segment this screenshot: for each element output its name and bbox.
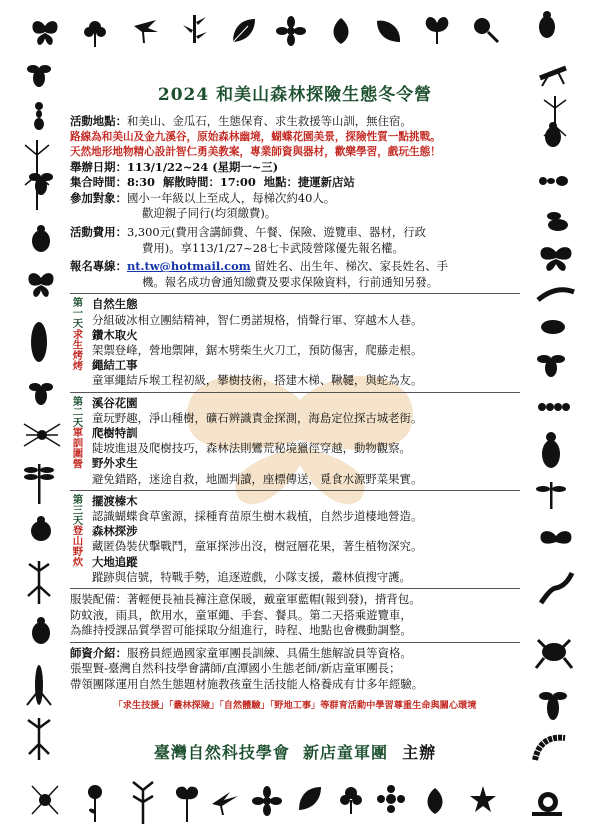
activity-desc: 避免錯路，迷途自救，地圖判讀，座標傳送，覓食水源野菜果實。 bbox=[92, 471, 423, 486]
leaf-icon bbox=[420, 786, 450, 816]
tagline: 「求生技援」「叢林探險」「自然體驗」「野地工事」等群育活動中學習尊重生命與關心環境 bbox=[113, 699, 477, 711]
activity-desc: 童玩野趣，淨山種樹，礦石辨識責金探測，海島定位探古城老街。 bbox=[92, 410, 423, 425]
fee-label: 活動費用： bbox=[70, 224, 127, 239]
day-2-label bbox=[70, 396, 92, 487]
meet-row bbox=[70, 175, 520, 191]
spider-icon bbox=[22, 420, 62, 450]
activity-desc: 架禦登峰，營地禦陣，鋸木劈柴生火刀工，預防傷害，爬藤走根。 bbox=[92, 342, 423, 357]
location-value: 和美山、金瓜石，生態保育、求生救援等山訓，無住宿。 bbox=[126, 114, 412, 128]
activity-desc: 認識蝴蝶食草蜜源，採種育苗原生樹木栽植，自然步道棲地營造。 bbox=[92, 508, 423, 523]
signup-row bbox=[70, 259, 520, 275]
fee-value-2: 費用)。享113/1/27~28七卡武陵營隊優先報名權。 bbox=[142, 240, 404, 255]
flower-icon bbox=[336, 784, 366, 814]
day-3-section bbox=[70, 494, 520, 585]
beetle-icon bbox=[532, 10, 562, 40]
day-1-label bbox=[70, 297, 92, 388]
activity-title: 繩結工事 bbox=[92, 358, 138, 373]
activity-desc: 蹤跡與信號，特戰手勢，追逐遊戲，小隊支援，叢林偵搜守護。 bbox=[92, 569, 411, 584]
beetle-icon bbox=[538, 120, 568, 150]
fee-value: 3,300元(費用含講師費、午餐、保險、遊覽車、器材，行政 bbox=[126, 224, 427, 239]
location-row bbox=[70, 114, 520, 130]
activity-desc: 陡坡進退及爬樹技巧，森林法則鸞荒秘境獵徑穿越，動物觀察。 bbox=[92, 441, 411, 456]
leaf-icon bbox=[294, 784, 324, 814]
divider bbox=[70, 392, 520, 393]
signup-email-link[interactable]: nt.tw@hotmail.com bbox=[126, 259, 251, 274]
activity-title: 大地追蹤 bbox=[92, 554, 138, 569]
flower-icon bbox=[470, 14, 500, 44]
frog-icon bbox=[534, 630, 574, 670]
gear-line-1: 服裝配備：著輕便長袖長褲注意保暖，戴童軍藍帽(報到發)，揹背包。 bbox=[70, 592, 421, 606]
divider bbox=[70, 642, 520, 643]
ant-icon bbox=[24, 100, 54, 130]
leaf-icon bbox=[172, 786, 202, 822]
date-value: 113/1/22~24 (星期一~三) bbox=[126, 159, 279, 174]
ladybug-icon bbox=[26, 514, 56, 544]
target-row bbox=[70, 191, 520, 207]
activity-title: 溪谷花園 bbox=[92, 395, 138, 410]
dragonfly-icon bbox=[536, 480, 566, 510]
route-line-2: 天然地形地物精心設計智仁勇美教案，專業師資與器材，歡樂學習，戲玩生態！ bbox=[70, 145, 441, 158]
caterpillar-icon bbox=[536, 392, 576, 422]
activity-title: 自然生態 bbox=[92, 297, 138, 312]
signup-text-2: 機。報名成功會通知繳費及要求保險資料，行前通知另發。 bbox=[142, 274, 439, 289]
signup-text: 留姓名、出生年、梯次、家長姓名、手 bbox=[250, 259, 448, 274]
butterfly-icon bbox=[30, 18, 60, 48]
activity-desc: 分組破冰相立團結精神，智仁勇諾規格，悄聲行軍、穿越木人巷。 bbox=[92, 312, 423, 327]
day-2-theme: 軍訓圍營 bbox=[70, 426, 83, 469]
day-3-number: 第三天 bbox=[70, 493, 83, 525]
dragonfly-icon bbox=[24, 460, 54, 505]
day-1-section bbox=[70, 297, 520, 388]
date-row bbox=[70, 160, 520, 176]
organizer-footer bbox=[70, 740, 520, 763]
page-title: 2024 和美山森林探險生態冬令營 bbox=[157, 85, 433, 105]
leaf-icon bbox=[374, 16, 404, 46]
day-1-number: 第一天 bbox=[70, 297, 83, 329]
flower-icon bbox=[80, 782, 110, 822]
activity-title: 爬樹特訓 bbox=[92, 425, 138, 440]
caterpillar-icon bbox=[530, 730, 570, 765]
target-value: 國小一年級以上至成人，每梯次約40人。 bbox=[126, 190, 336, 205]
activity-title: 森林探涉 bbox=[92, 524, 138, 539]
location-label: 活動地點： bbox=[70, 114, 127, 128]
day-3-label bbox=[70, 494, 92, 585]
bird-of-paradise-icon bbox=[210, 786, 240, 816]
organizer-name: 臺灣自然科技學會 新店童軍團 bbox=[153, 743, 389, 762]
flower-icon bbox=[276, 16, 306, 46]
butterfly-icon bbox=[536, 528, 576, 558]
flower-icon bbox=[128, 780, 158, 824]
flower-icon bbox=[252, 786, 282, 816]
ant-icon bbox=[538, 166, 568, 196]
divider bbox=[70, 293, 520, 294]
activity-desc: 童軍繩結斥堠工程初級，攀樹技術，搭建木梯、鞦韆，與蛇為友。 bbox=[92, 373, 423, 388]
fee-row bbox=[70, 225, 520, 241]
lizard-icon bbox=[536, 568, 576, 608]
grasshopper-icon bbox=[24, 660, 54, 710]
day-3-theme: 登山野炊 bbox=[70, 524, 83, 567]
day-2-section bbox=[70, 396, 520, 487]
bee-icon bbox=[536, 208, 576, 238]
flower-icon bbox=[80, 18, 110, 48]
target-value-2: 歡迎親子同行(均須繳費)。 bbox=[142, 206, 277, 221]
spider-icon bbox=[30, 780, 60, 820]
flower-icon bbox=[376, 784, 406, 814]
butterfly-icon bbox=[536, 244, 576, 274]
bee-icon bbox=[26, 168, 56, 198]
teachers-label: 師資介紹： bbox=[70, 645, 127, 660]
mantis-icon bbox=[24, 716, 54, 761]
teachers-text-1: 服務員經過國家童軍團長訓練、具備生態解說員等資格。 bbox=[126, 645, 412, 660]
main-content bbox=[70, 114, 520, 714]
mantis-icon bbox=[24, 556, 54, 606]
snail-icon bbox=[530, 788, 564, 818]
centipede-icon bbox=[536, 280, 576, 310]
gear-line-2: 防蚊液，雨具，飲用水，童軍繩、手套、餐具。第二天搭乘遊覽車， bbox=[70, 607, 412, 622]
bee-icon bbox=[536, 350, 566, 380]
gear-line-3: 為維持授課品質學習可能採取分組進行，時程、地點也會機動調整。 bbox=[70, 623, 412, 638]
bird-of-paradise-icon bbox=[130, 14, 160, 44]
organizer-role: 主辦 bbox=[402, 743, 437, 762]
flower-icon bbox=[468, 784, 498, 814]
bamboo-icon bbox=[180, 14, 210, 44]
teachers-line-3: 帶領團隊運用自然生態題材施教孩童生活技能人格養成有廿多年經驗。 bbox=[70, 676, 424, 691]
teachers-line-2: 張聖賢-臺灣自然科技學會講師/直潭國小生態老師/新店童軍團長； bbox=[70, 661, 401, 676]
beetle-icon bbox=[26, 616, 56, 646]
day-1-theme: 求生烤烤 bbox=[70, 328, 83, 371]
butterfly-icon bbox=[26, 270, 56, 300]
activity-title: 擺渡榛木 bbox=[92, 493, 138, 508]
bee-icon bbox=[26, 378, 56, 408]
bee-icon bbox=[24, 60, 54, 90]
meet-label: 集合時間： bbox=[70, 175, 127, 190]
activity-title: 鑽木取火 bbox=[92, 327, 138, 342]
leaf-icon bbox=[326, 16, 356, 46]
cicada-icon bbox=[24, 320, 54, 365]
day-2-number: 第二天 bbox=[70, 395, 83, 427]
bee-icon bbox=[538, 686, 568, 724]
signup-label: 報名專線： bbox=[70, 259, 127, 274]
divider bbox=[70, 588, 520, 589]
target-label: 參加對象： bbox=[70, 190, 127, 205]
date-label: 舉辦日期： bbox=[70, 159, 127, 174]
activity-desc: 藏匿偽裝伏擊戰鬥，童軍探涉出沒，樹冠層花果，著生植物深究。 bbox=[92, 539, 423, 554]
meet-value: 8:30 解散時間：17:00 地點：捷運新店站 bbox=[126, 175, 355, 190]
beetle-icon bbox=[536, 430, 566, 470]
leaf-icon bbox=[422, 16, 452, 46]
leaf-icon bbox=[228, 16, 258, 46]
activity-title: 野外求生 bbox=[92, 456, 138, 471]
cicada-icon bbox=[538, 312, 568, 342]
beetle-icon bbox=[26, 224, 56, 254]
teachers-line-1 bbox=[70, 646, 520, 662]
route-line-1: 路線為和美山及金九溪谷，原始森林幽境，蝴蝶花園美景，探險性質一點挑戰。 bbox=[70, 130, 441, 143]
grasshopper-icon bbox=[538, 58, 568, 88]
divider bbox=[70, 490, 520, 491]
